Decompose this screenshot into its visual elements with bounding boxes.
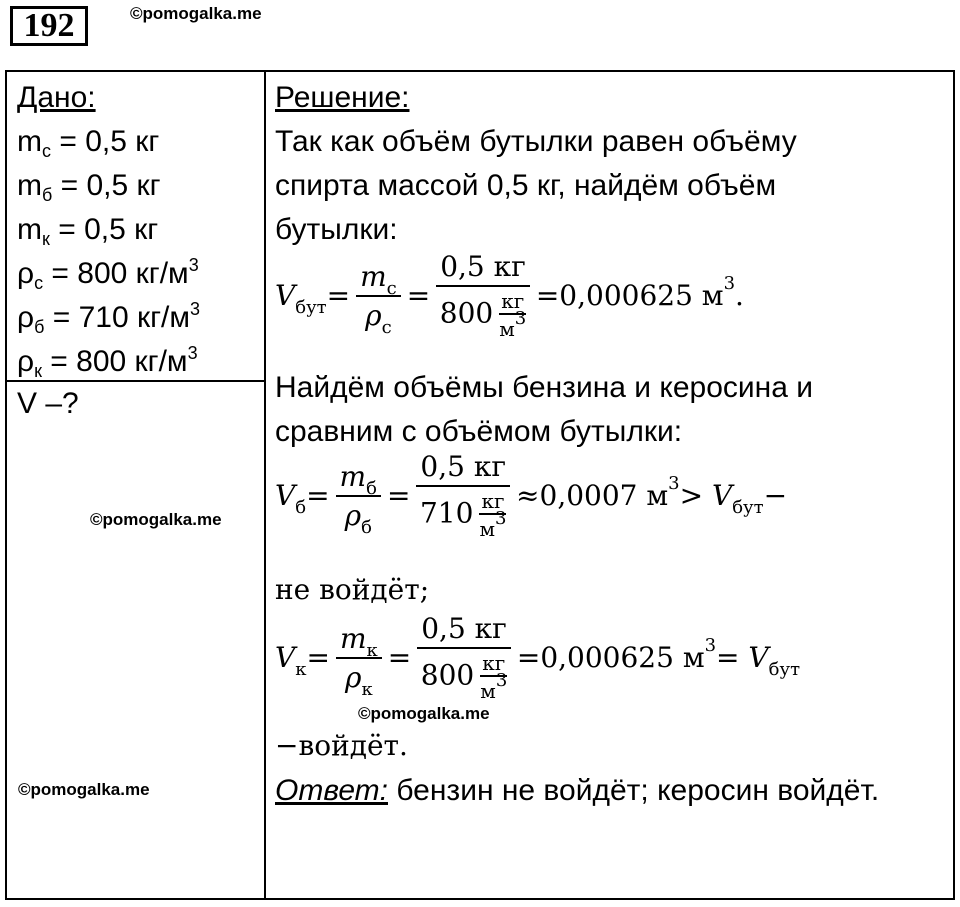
math-symbol: $\rho_б$: [344, 498, 372, 538]
result-value: 0,000625 м: [559, 279, 724, 312]
given-item: $\rho_к = 800$ $кг/м^3$: [17, 343, 198, 381]
result-tail: .: [735, 279, 744, 312]
solution-text-line: Так как объём бутылки равен объёму: [275, 125, 797, 158]
equals-sign: =: [406, 279, 431, 312]
given-header: Дано:: [17, 81, 96, 114]
result-value: 0,000625 м: [540, 641, 705, 674]
formula-kerosin: $V_к$ = $\frac{m_к}{\rho_к}$ = 0,5 кг 800 $\frac{кг}{м3}$ = 0,000625 м 3 = $V_{бут}$: [275, 612, 801, 703]
unit-fraction: $\frac{кг}{м3}$: [479, 489, 507, 541]
formula-bottle: $V_{бут}$ = $\frac{m_с}{\rho_с}$ = 0,5 кг 800 $\frac{кг}{м3}$ = 0,000625 м 3 .: [275, 250, 744, 341]
solution-text-line: Найдём объёмы бензина и керосина и: [275, 371, 813, 404]
math-symbol: $\rho_с$: [365, 298, 392, 338]
math-symbol: $V_{бут}$: [275, 279, 327, 318]
math-symbol: $\rho_к$: [345, 660, 373, 700]
math-symbol: $m_с$: [360, 259, 397, 299]
unit-fraction: $\frac{кг}{м3}$: [480, 651, 508, 703]
equals-sign: =: [386, 479, 411, 512]
unit-fraction: $\frac{кг}{м3}$: [499, 289, 527, 341]
answer: [275, 770, 943, 812]
equals-sign: =: [306, 641, 330, 674]
solution-text-line: сравним с объёмом бутылки:: [275, 415, 683, 448]
solution-text-line: спирта массой 0,5 кг, найдём объём: [275, 169, 777, 202]
math-symbol: $m_б$: [339, 459, 377, 499]
solution-header: Решение:: [275, 81, 410, 114]
symbolic-fraction: [336, 459, 381, 538]
equals-sign: =: [387, 641, 412, 674]
equals-sign: =: [306, 479, 330, 512]
result-dash: −: [763, 479, 788, 512]
numeric-fraction: 0,5 кг 800 $\frac{кг}{м3}$: [417, 612, 511, 703]
numeric-fraction: 0,5 кг 800 $\frac{кг}{м3}$: [436, 250, 530, 341]
result-value: 0,0007 м: [539, 479, 669, 512]
relation-sign: ≈: [516, 479, 540, 512]
given-item: $m_с = 0,5$ кг: [17, 125, 160, 161]
relation-sign: =: [516, 641, 541, 674]
given-item: $\rho_б = 710$ $кг/м^3$: [17, 299, 201, 337]
formula-benzin: $V_б$ = $\frac{m_б}{\rho_б}$ = 0,5 кг 710 $\frac{кг}{м3}$ ≈ 0,0007 м 3 > $V_{бут}$ −: [275, 450, 788, 541]
column-divider: [264, 70, 266, 900]
relation-sign: =: [535, 279, 560, 312]
kerosin-result: −войдёт.: [275, 729, 408, 762]
math-symbol: $m_к$: [339, 621, 378, 661]
given-item: $m_б = 0,5$ кг: [17, 169, 161, 205]
watermark-middle: ©pomogalka.me: [90, 510, 222, 529]
problem-number: 192: [10, 6, 88, 46]
numeric-fraction: 0,5 кг 710 $\frac{кг}{м3}$: [416, 450, 510, 541]
answer-label: Ответ:: [275, 774, 388, 807]
watermark-bottom: ©pomogalka.me: [18, 780, 150, 799]
watermark-formula: ©pomogalka.me: [358, 704, 490, 723]
find-value: V –?: [17, 387, 79, 420]
equals-sign: =: [326, 279, 351, 312]
given-item: $\rho_с = 800$ $кг/м^3$: [17, 255, 199, 293]
math-symbol: $V_б$: [275, 479, 307, 518]
answer-text: бензин не войдёт; керосин войдёт.: [388, 774, 880, 807]
benzin-result: не войдёт;: [275, 573, 430, 606]
watermark-top: ©pomogalka.me: [130, 4, 262, 23]
result-tail: = $V_{бут}$: [716, 641, 801, 680]
symbolic-fraction: [336, 621, 382, 700]
math-symbol: $V_к$: [275, 641, 307, 680]
symbolic-fraction: [356, 259, 401, 338]
result-tail: > $V_{бут}$: [679, 479, 764, 518]
solution-text-line: бутылки:: [275, 213, 398, 246]
given-item: $m_к = 0,5$ кг: [17, 213, 159, 249]
